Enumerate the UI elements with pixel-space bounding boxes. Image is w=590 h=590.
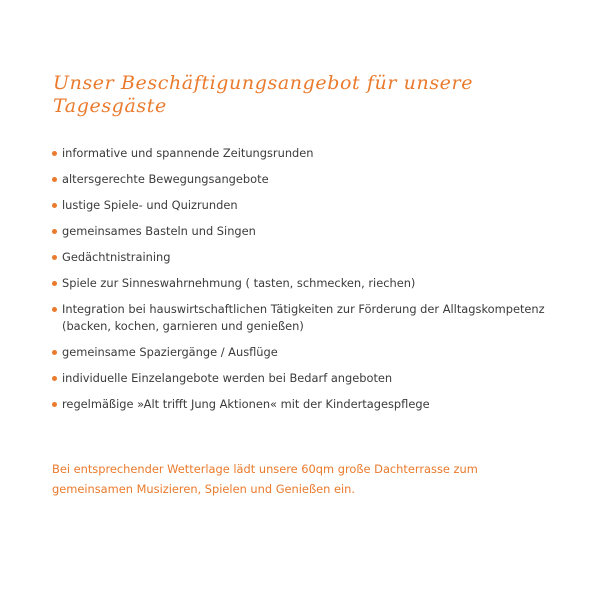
list-item [52, 197, 552, 214]
list-item [52, 249, 552, 266]
list-item-text: gemeinsame Spaziergänge / Ausflüge [62, 345, 278, 360]
closing-paragraph: Bei entsprechender Wetterlage lädt unsere 60qm große Dachterrasse zum gemeinsamen Musizieren, Spielen und Genießen ein. [52, 462, 478, 496]
bullet-icon [52, 307, 57, 312]
list-item [52, 344, 552, 361]
bullet-icon [52, 376, 57, 381]
list-item-text: informative und spannende Zeitungsrunden [62, 146, 314, 160]
list-item [52, 171, 552, 188]
bullet-icon [52, 255, 57, 260]
list-item-text: regelmäßige »Alt trifft Jung Aktionen« mit der Kindertagespflege [62, 397, 430, 412]
bullet-icon [52, 151, 57, 156]
bullet-icon [52, 229, 57, 234]
list-item [52, 223, 552, 240]
list-item-text: gemeinsames Basteln und Singen [62, 224, 256, 238]
list-item-text: altersgerechte Bewegungsangebote [62, 172, 269, 186]
bullet-icon [52, 177, 57, 182]
bullet-icon [52, 402, 57, 407]
list-item-text: lustige Spiele- und Quizrunden [62, 198, 238, 212]
headline: Unser Beschäftigungsangebot für unsere Tagesgäste [53, 72, 474, 117]
offer-list [52, 145, 552, 422]
list-item [52, 396, 552, 413]
list-item-text: Integration bei hauswirtschaftlichen Tätigkeiten zur Förderung der Alltagskompetenz (backen, kochen, garnieren und genießen) [62, 302, 545, 334]
bullet-icon [52, 350, 57, 355]
list-item-text: individuelle Einzelangebote werden bei Bedarf angeboten [62, 371, 393, 386]
list-item [52, 275, 552, 292]
bullet-icon [52, 203, 57, 208]
list-item [52, 370, 552, 387]
list-item-text: Gedächtnistraining [62, 250, 171, 264]
list-item [52, 301, 552, 336]
bullet-icon [52, 281, 57, 286]
list-item-text: Spiele zur Sinneswahrnehmung ( tasten, schmecken, riechen) [62, 276, 416, 290]
list-item [52, 145, 552, 162]
